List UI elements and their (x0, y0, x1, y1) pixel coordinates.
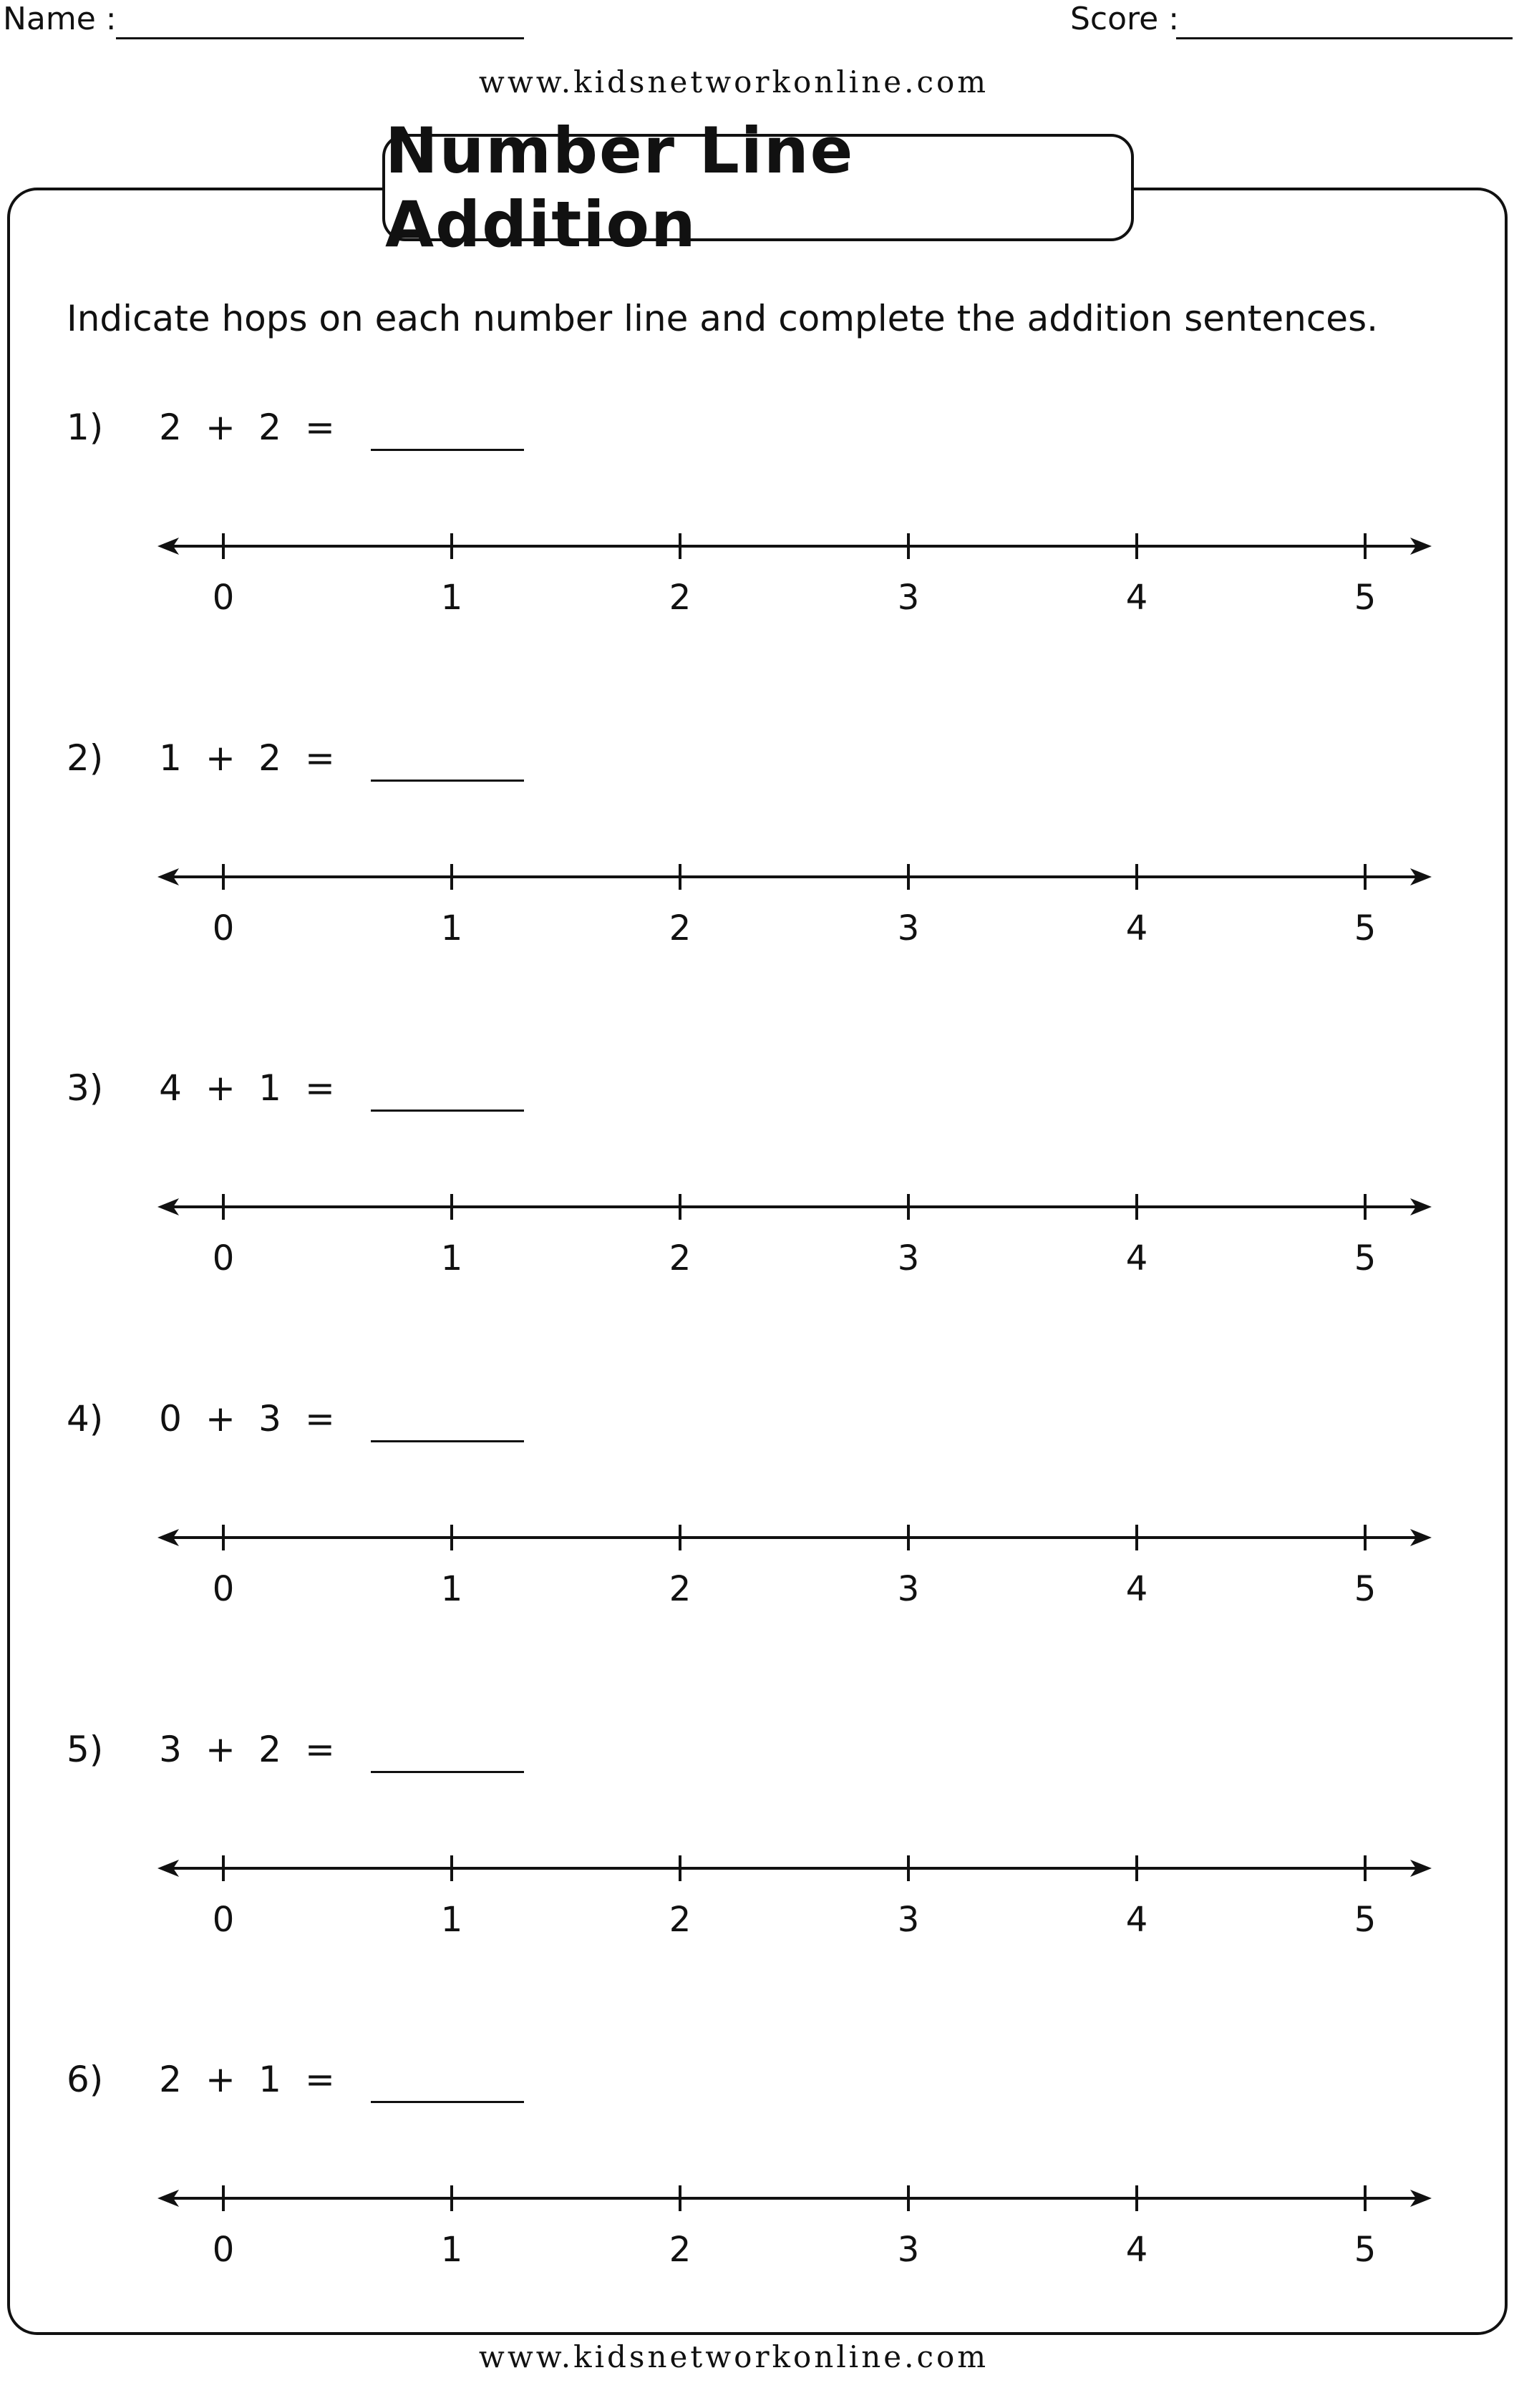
problem-6 (0, 2057, 1514, 2386)
tick-label: 3 (897, 1569, 920, 1609)
number-line[interactable] (157, 2171, 1432, 2270)
equals-sign: = (305, 737, 335, 779)
title-box (382, 114, 1134, 261)
answer-blank[interactable] (371, 780, 524, 782)
tick-label: 1 (440, 1900, 463, 1940)
tick-label: 2 (669, 1238, 692, 1278)
tick-label: 1 (440, 1238, 463, 1278)
addend-b: 2 (258, 737, 281, 779)
answer-blank[interactable] (371, 1771, 524, 1773)
addend-b: 2 (258, 1729, 281, 1770)
addend-b: 3 (258, 1398, 281, 1440)
addend-b: 1 (258, 2059, 281, 2100)
tick-label: 0 (212, 1900, 235, 1940)
tick-label: 3 (897, 2230, 920, 2270)
equals-sign: = (305, 407, 335, 448)
addend-a: 4 (159, 1067, 182, 1109)
answer-blank[interactable] (371, 1440, 524, 1442)
tick-label: 3 (897, 1238, 920, 1278)
tick-label: 1 (440, 908, 463, 948)
tick-label: 1 (440, 1569, 463, 1609)
tick-label: 0 (212, 1238, 235, 1278)
addend-b: 2 (258, 407, 281, 448)
problem-1 (0, 404, 1514, 734)
name-field[interactable] (116, 37, 524, 39)
problem-2 (0, 735, 1514, 1064)
tick-label: 4 (1125, 908, 1148, 948)
tick-label: 0 (212, 578, 235, 618)
problem-number: 1) (67, 407, 104, 448)
addend-a: 0 (159, 1398, 182, 1440)
equals-sign: = (305, 1067, 335, 1109)
plus-sign: + (205, 1067, 236, 1109)
tick-label: 3 (897, 1900, 920, 1940)
plus-sign: + (205, 737, 236, 779)
tick-label: 3 (897, 908, 920, 948)
addend-b: 1 (258, 1067, 281, 1109)
equals-sign: = (305, 1729, 335, 1770)
addend-a: 2 (159, 2059, 182, 2100)
problem-4 (0, 1396, 1514, 1725)
instructions: Indicate hops on each number line and complete the addition sentences. (67, 298, 1379, 339)
tick-label: 5 (1354, 578, 1377, 618)
problem-5 (0, 1727, 1514, 2056)
problem-number: 3) (67, 1067, 104, 1109)
number-line[interactable] (157, 1841, 1432, 1940)
tick-label: 1 (440, 2230, 463, 2270)
tick-label: 2 (669, 1900, 692, 1940)
number-line[interactable] (157, 1180, 1432, 1278)
tick-label: 4 (1125, 578, 1148, 618)
score-label: Score : (1070, 1, 1180, 37)
tick-label: 2 (669, 908, 692, 948)
tick-label: 5 (1354, 1900, 1377, 1940)
equals-sign: = (305, 2059, 335, 2100)
number-line[interactable] (157, 1510, 1432, 1609)
addend-a: 1 (159, 737, 182, 779)
addend-a: 2 (159, 407, 182, 448)
score-field[interactable] (1176, 37, 1513, 39)
tick-label: 5 (1354, 1569, 1377, 1609)
tick-label: 4 (1125, 1569, 1148, 1609)
tick-label: 4 (1125, 1238, 1148, 1278)
problem-3 (0, 1065, 1514, 1394)
tick-label: 3 (897, 578, 920, 618)
tick-label: 5 (1354, 1238, 1377, 1278)
tick-label: 0 (212, 2230, 235, 2270)
answer-blank[interactable] (371, 1110, 524, 1112)
plus-sign: + (205, 1398, 236, 1440)
tick-label: 0 (212, 1569, 235, 1609)
name-label: Name : (3, 1, 117, 37)
website-header: www.kidsnetworkonline.com (478, 64, 989, 99)
tick-label: 1 (440, 578, 463, 618)
tick-label: 2 (669, 1569, 692, 1609)
problem-number: 4) (67, 1398, 104, 1440)
plus-sign: + (205, 407, 236, 448)
number-line[interactable] (157, 850, 1432, 948)
plus-sign: + (205, 1729, 236, 1770)
page-title: Number Line Addition (385, 114, 855, 261)
answer-blank[interactable] (371, 449, 524, 451)
tick-label: 4 (1125, 2230, 1148, 2270)
tick-label: 4 (1125, 1900, 1148, 1940)
problem-number: 6) (67, 2059, 104, 2100)
answer-blank[interactable] (371, 2101, 524, 2103)
equals-sign: = (305, 1398, 335, 1440)
tick-label: 2 (669, 2230, 692, 2270)
tick-label: 5 (1354, 2230, 1377, 2270)
number-line[interactable] (157, 519, 1432, 618)
problem-number: 2) (67, 737, 104, 779)
addend-a: 3 (159, 1729, 182, 1770)
website-footer: www.kidsnetworkonline.com (478, 2339, 989, 2374)
problem-number: 5) (67, 1729, 104, 1770)
tick-label: 2 (669, 578, 692, 618)
tick-label: 5 (1354, 908, 1377, 948)
tick-label: 0 (212, 908, 235, 948)
plus-sign: + (205, 2059, 236, 2100)
